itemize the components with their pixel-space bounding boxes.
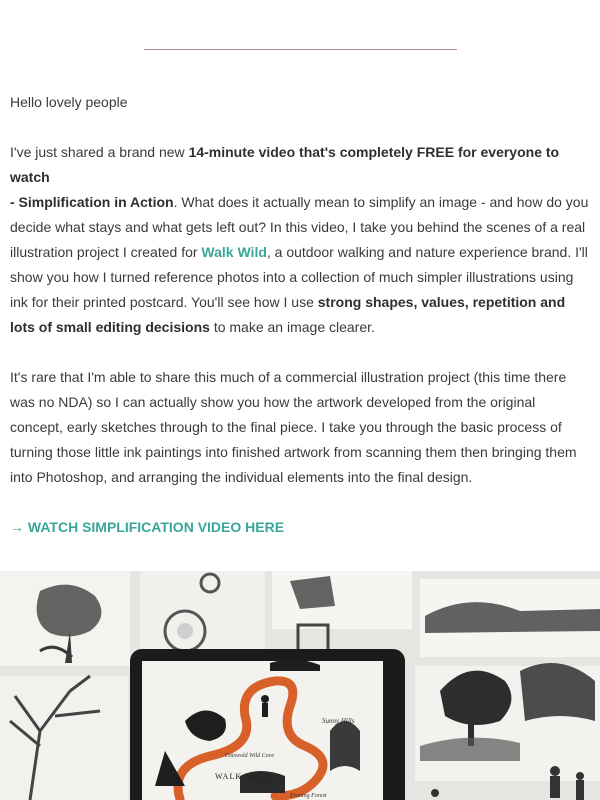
walk-wild-link[interactable]: Walk Wild	[201, 244, 267, 260]
map-label-cove: Cotswold Wild Cove	[225, 753, 275, 759]
hero-illustration	[0, 571, 600, 800]
map-label-forest: Evening Forest	[290, 793, 327, 799]
greeting: Hello lovely people	[10, 94, 128, 110]
top-divider	[144, 49, 457, 50]
walk-wild-brand: WALK WILD	[215, 772, 270, 781]
hero-image[interactable]	[0, 571, 600, 800]
email-body	[10, 90, 590, 565]
project-paragraph: It's rare that I'm able to share this much of a commercial illustration project (this time there was no NDA) so I can actually show you how the artwork developed from the original concept, early sketches through to the final piece. I take you through the basic process of turning those little ink paintings into finished artwork from scanning them then bringing them into Photoshop, and arranging the individual elements into the final design.	[10, 369, 577, 485]
map-label-sunny-hills: Sunny Hills	[322, 717, 355, 725]
intro-paragraph: I've just shared a brand new 14-minute video that's completely FREE for everyone to watch - Simplification in Action. What does it actually mean to simplify an image - and how do you decide what stays and what gets left out? In this video, I take you behind the scenes of a real illustration project I created for Walk Wild, a outdoor walking and nature experience brand. I'll show you how I turned reference photos into a collection of much simpler illustrations using ink for their printed postcard. You'll see how I use strong shapes, values, repetition and lots of small editing decisions to make an image clearer.	[10, 144, 589, 335]
watch-video-link[interactable]: → WATCH SIMPLIFICATION VIDEO HERE	[10, 519, 285, 535]
